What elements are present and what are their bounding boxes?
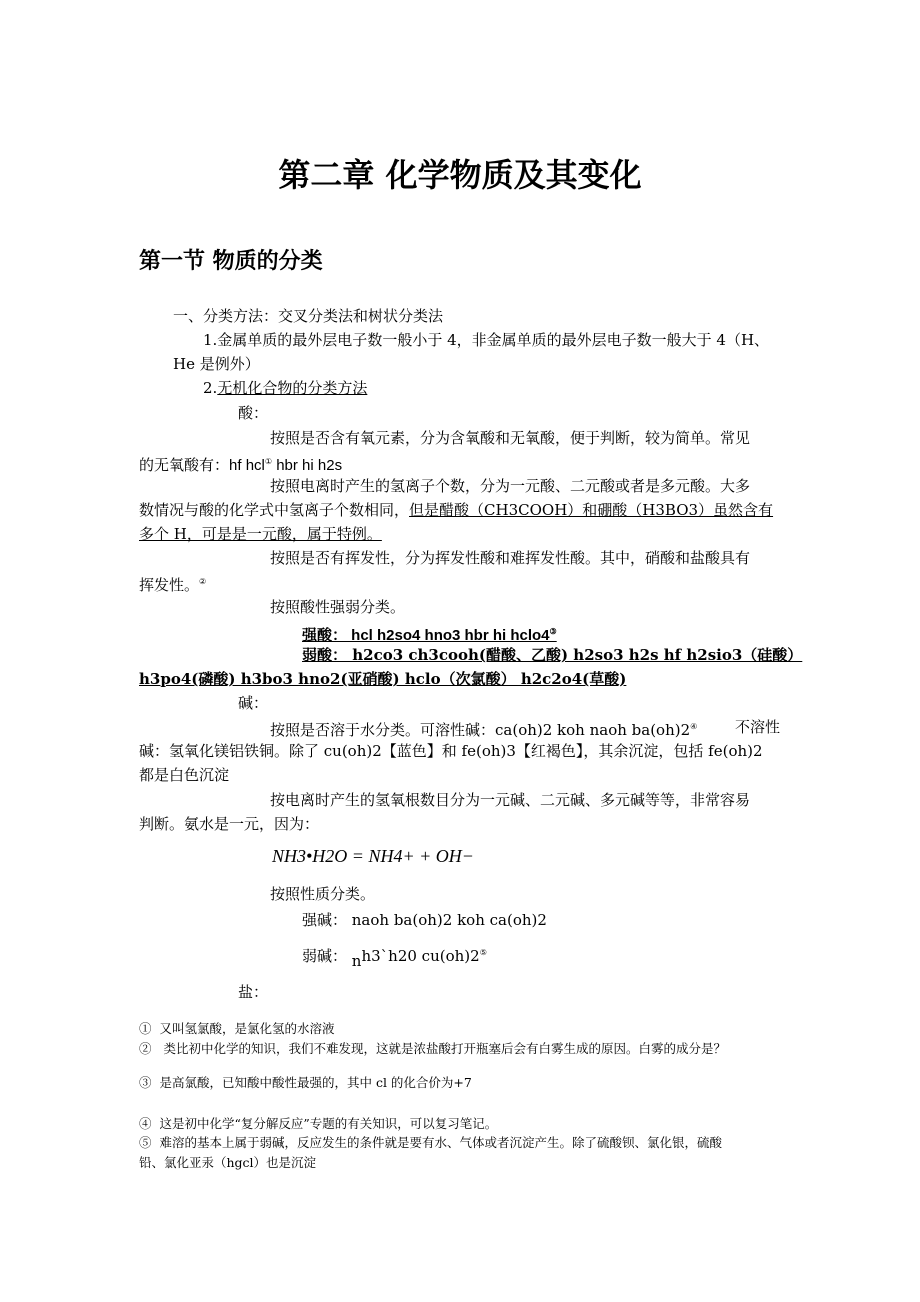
acid-p2-line-1: 按照电离时产生的氢离子个数，分为一元酸、二元酸或者是多元酸。大多 [270, 477, 751, 495]
weak-bases-label: 弱碱： [302, 947, 352, 965]
footnote-mark: ④ [139, 1116, 152, 1131]
section-title: 第一节 物质的分类 [139, 249, 323, 274]
weak-bases [302, 941, 487, 968]
footnote-4 [139, 1114, 497, 1134]
footnote-3 [139, 1073, 472, 1093]
weak-acids-line-1: 弱酸： h2co3 ch3cooh(醋酸、乙酸) h2so3 h2s hf h2sio3（硅酸） [302, 646, 803, 664]
footnote-ref-5[interactable]: ⑤ [479, 948, 487, 957]
acid-p2-text: 数情况与酸的化学式中氢离子个数相同， [139, 501, 410, 519]
footnote-1 [139, 1019, 334, 1039]
footnote-text: 是高氯酸，已知酸中酸性最强的，其中 cl 的化合价为+7 [159, 1075, 472, 1090]
base-p1-line-2: 碱：氢氧化镁铝铁铜。除了 cu(oh)2【蓝色】和 fe(oh)3【红褐色】，其余沉淀，包括 fe(oh)2 [139, 742, 763, 760]
base-p2-line-1: 按电离时产生的氢氧根数目分为一元碱、二元碱、多元碱等等，非常容易 [270, 791, 751, 809]
acid-p2-line-2 [139, 498, 773, 522]
footnote-ref-4[interactable]: ④ [690, 722, 698, 731]
acid-p1-text: 的无氧酸有： [139, 456, 230, 474]
footnote-text: 这是初中化学“复分解反应”专题的有关知识，可以复习笔记。 [159, 1116, 498, 1131]
acid-p3-line-2 [139, 570, 206, 597]
salt-label: 盐： [238, 983, 269, 1001]
heading-underlined: 无机化合物的分类方法 [217, 379, 368, 397]
footnote-mark: ① [139, 1021, 152, 1036]
electron-rule-line-2: He 是例外） [173, 355, 260, 373]
base-p1-line-3: 都是白色沉淀 [139, 766, 230, 784]
footnote-text: 难溶的基本上属于弱碱，反应发生的条件就是要有水、气体或者沉淀产生。除了硫酸钡、氯化银，硫酸 [159, 1135, 722, 1150]
footnote-mark: ② [139, 1041, 152, 1056]
footnote-text: 类比初中化学的知识，我们不难发现，这就是浓盐酸打开瓶塞后会有白雾生成的原因。白雾的成分是？ [163, 1041, 726, 1056]
heading-number: 2. [203, 379, 218, 397]
acid-p2-line-3: 多个 H，可是是一元酸，属于特例。 [139, 525, 382, 543]
footnote-mark: ⑤ [139, 1135, 152, 1150]
insoluble-label: 不溶性 [735, 718, 781, 736]
weak-bases-n: n [351, 952, 362, 970]
classification-methods: 一、分类方法：交叉分类法和树状分类法 [173, 307, 444, 325]
acid-p2-underlined: 但是醋酸（CH3COOH）和硼酸（H3BO3）虽然含有 [409, 501, 774, 519]
base-p2-line-2: 判断。氨水是一元，因为： [139, 815, 320, 833]
footnote-ref-3[interactable]: ③ [549, 626, 557, 636]
inorganic-classification-heading [203, 376, 367, 400]
base-p3: 按照性质分类。 [270, 885, 376, 903]
weak-bases-text: h3`h20 cu(oh)2 [361, 947, 480, 965]
footnote-ref-2[interactable]: ② [199, 577, 207, 586]
footnote-mark: ③ [139, 1075, 152, 1090]
soluble-bases: 按照是否溶于水分类。可溶性碱：ca(oh)2 koh naoh ba(oh)2 [270, 721, 691, 739]
strong-bases-text: 强碱： naoh ba(oh)2 koh ca(oh)2 [302, 911, 547, 929]
weak-acids-line-2: h3po4(磷酸) h3bo3 hno2(亚硝酸) hclo（次氯酸） h2c2o4(草酸) [139, 670, 627, 688]
strong-acids-text: 强酸： hcl h2so4 hno3 hbr hi hclo4 [302, 627, 550, 644]
chapter-title: 第二章 化学物质及其变化 [278, 156, 642, 194]
ammonia-ionization-formula: NH3•H2O = NH4+ + OH− [272, 846, 474, 866]
anoxic-acids-part1: hf hcl [229, 457, 265, 474]
footnote-text: 铅、氯化亚汞（hgcl）也是沉淀 [139, 1155, 317, 1170]
footnote-text: 又叫氢氯酸，是氯化氢的水溶液 [159, 1021, 335, 1036]
electron-rule-line-1: 1.金属单质的最外层电子数一般小于 4，非金属单质的最外层电子数一般大于 4（H、 [203, 331, 770, 349]
base-label: 碱： [238, 694, 269, 712]
base-p1-line-1 [270, 715, 697, 742]
acid-p3-text: 挥发性。 [139, 576, 200, 594]
footnote-ref-1[interactable]: ① [264, 457, 273, 466]
footnote-2 [139, 1039, 726, 1059]
acid-label: 酸： [238, 404, 269, 422]
anoxic-acids-part2: hbr hi h2s [272, 457, 343, 474]
footnote-5-continued [139, 1153, 316, 1173]
acid-p1-line-1: 按照是否含有氧元素，分为含氧酸和无氧酸，便于判断，较为简单。常见 [270, 429, 751, 447]
strong-bases [302, 908, 547, 932]
acid-p4: 按照酸性强弱分类。 [270, 598, 406, 616]
footnote-5 [139, 1133, 722, 1153]
acid-p3-line-1: 按照是否有挥发性，分为挥发性酸和难挥发性酸。其中，硝酸和盐酸具有 [270, 549, 751, 567]
